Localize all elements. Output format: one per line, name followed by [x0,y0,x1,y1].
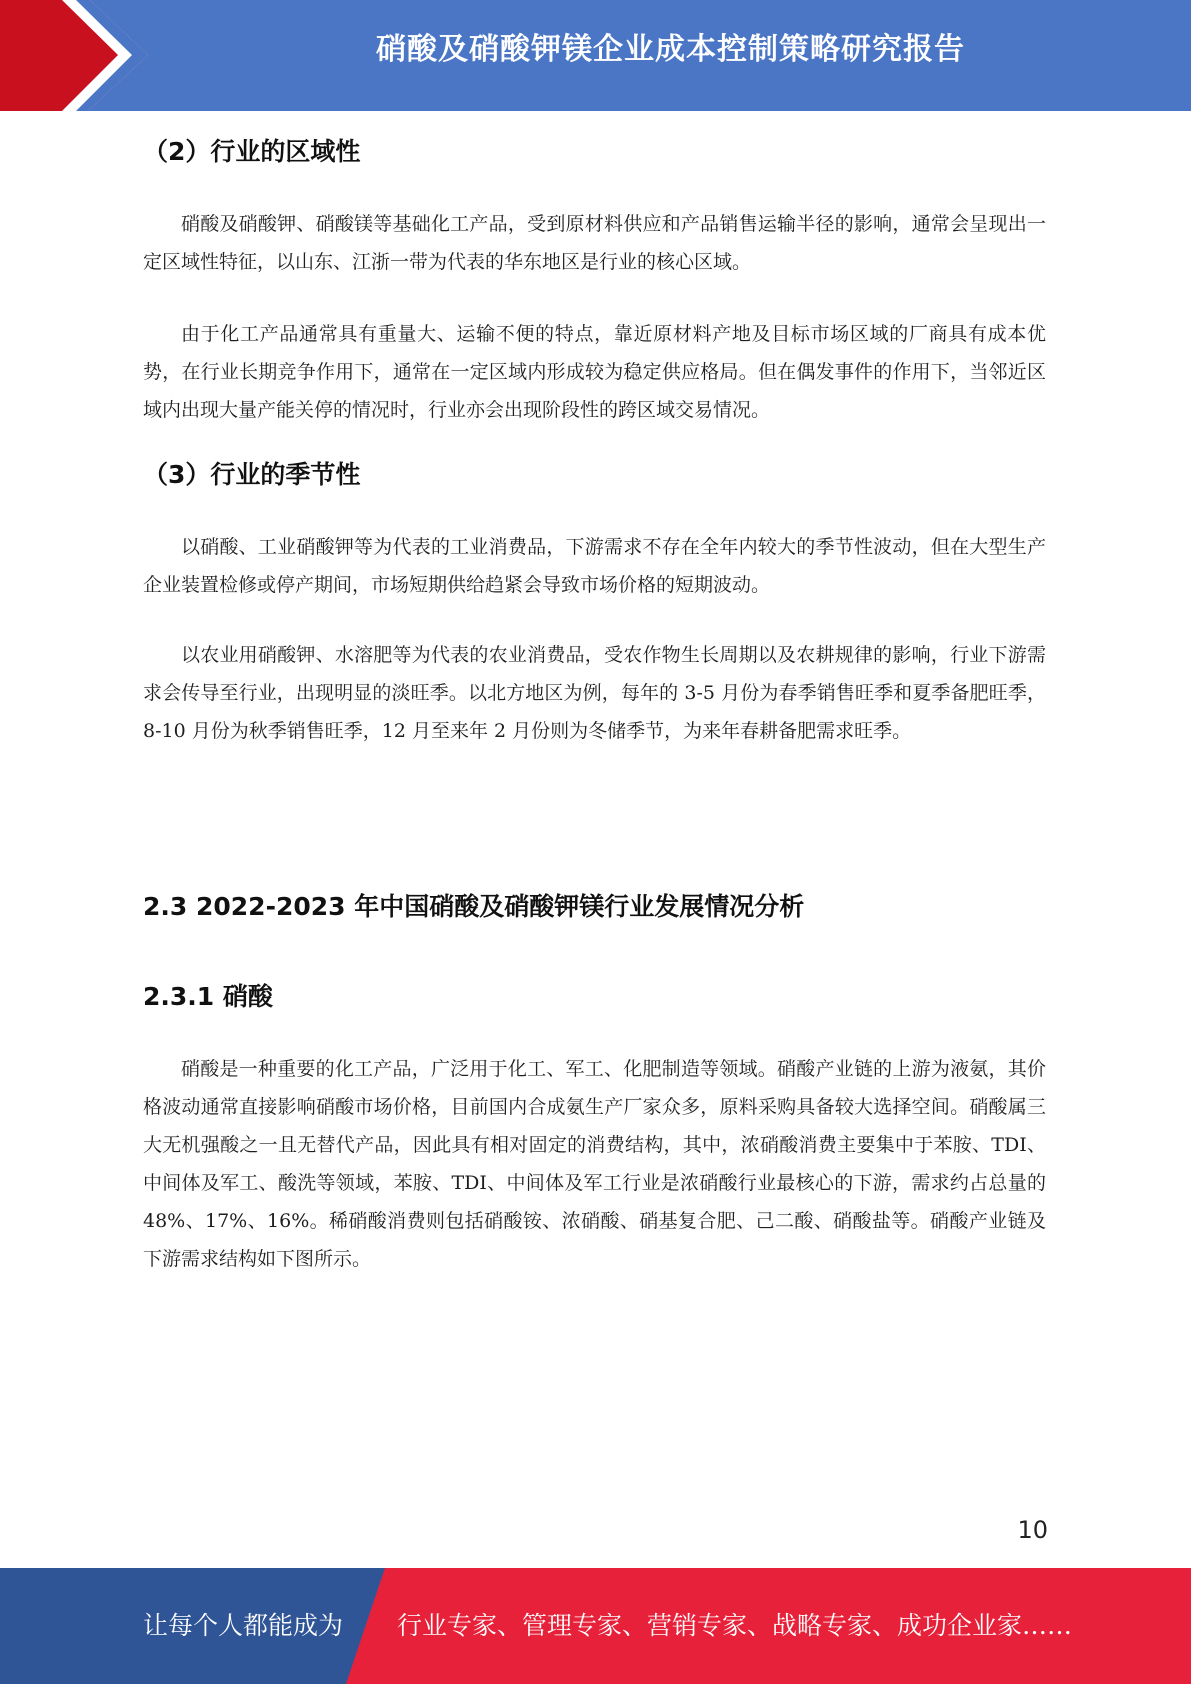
paragraph: 硝酸是一种重要的化工产品，广泛用于化工、军工、化肥制造等领域。硝酸产业链的上游为液氨，其价格波动通常直接影响硝酸市场价格，目前国内合成氨生产厂家众多，原料采购具备较大选择空间。硝酸属三大无机强酸之一且无替代产品，因此具有相对固定的消费结构，其中，浓硝酸消费主要集中于苯胺、TDI、中间体及军工、酸洗等领域，苯胺、TDI、中间体及军工行业是浓硝酸行业最核心的下游，需求约占总量的 48%、17%、16%。稀硝酸消费则包括硝酸铵、浓硝酸、硝基复合肥、己二酸、硝酸盐等。硝酸产业链及下游需求结构如下图所示。 [143,1058,1046,1270]
section-heading-seasonal: （3）行业的季节性 [143,460,361,489]
paragraph: 由于化工产品通常具有重量大、运输不便的特点，靠近原材料产地及目标市场区域的厂商具有成本优势，在行业长期竞争作用下，通常在一定区域内形成较为稳定供应格局。但在偶发事件的作用下，当邻近区域内出现大量产能关停的情况时，行业亦会出现阶段性的跨区域交易情况。 [143,323,1046,421]
paragraph: 以农业用硝酸钾、水溶肥等为代表的农业消费品，受农作物生长周期以及农耕规律的影响，行业下游需求会传导至行业，出现明显的淡旺季。以北方地区为例，每年的 3-5 月份为春季销售旺季和夏季备肥旺季，8-10 月份为秋季销售旺季，12 月至来年 2 月份则为冬储季节，为来年春耕备肥需求旺季。 [143,644,1046,742]
footer-slogan-left: 让每个人都能成为 [143,1611,344,1640]
page-number: 10 [1017,1516,1048,1544]
page-header [0,0,1191,111]
page-footer [0,1568,1191,1684]
footer-slogan-right: 行业专家、管理专家、营销专家、战略专家、成功企业家…… [397,1611,1073,1640]
paragraph: 以硝酸、工业硝酸钾等为代表的工业消费品，下游需求不存在全年内较大的季节性波动，但在大型生产企业装置检修或停产期间，市场短期供给趋紧会导致市场价格的短期波动。 [143,536,1046,596]
section-heading-2-3-1: 2.3.1 硝酸 [143,982,273,1011]
section-heading-regional: （2）行业的区域性 [143,137,361,166]
header-chevron-decoration [0,0,150,111]
section-heading-2-3: 2.3 2022-2023 年中国硝酸及硝酸钾镁行业发展情况分析 [143,892,805,921]
paragraph: 硝酸及硝酸钾、硝酸镁等基础化工产品，受到原材料供应和产品销售运输半径的影响，通常会呈现出一定区域性特征，以山东、江浙一带为代表的华东地区是行业的核心区域。 [143,213,1046,273]
header-title: 硝酸及硝酸钾镁企业成本控制策略研究报告 [376,32,965,67]
